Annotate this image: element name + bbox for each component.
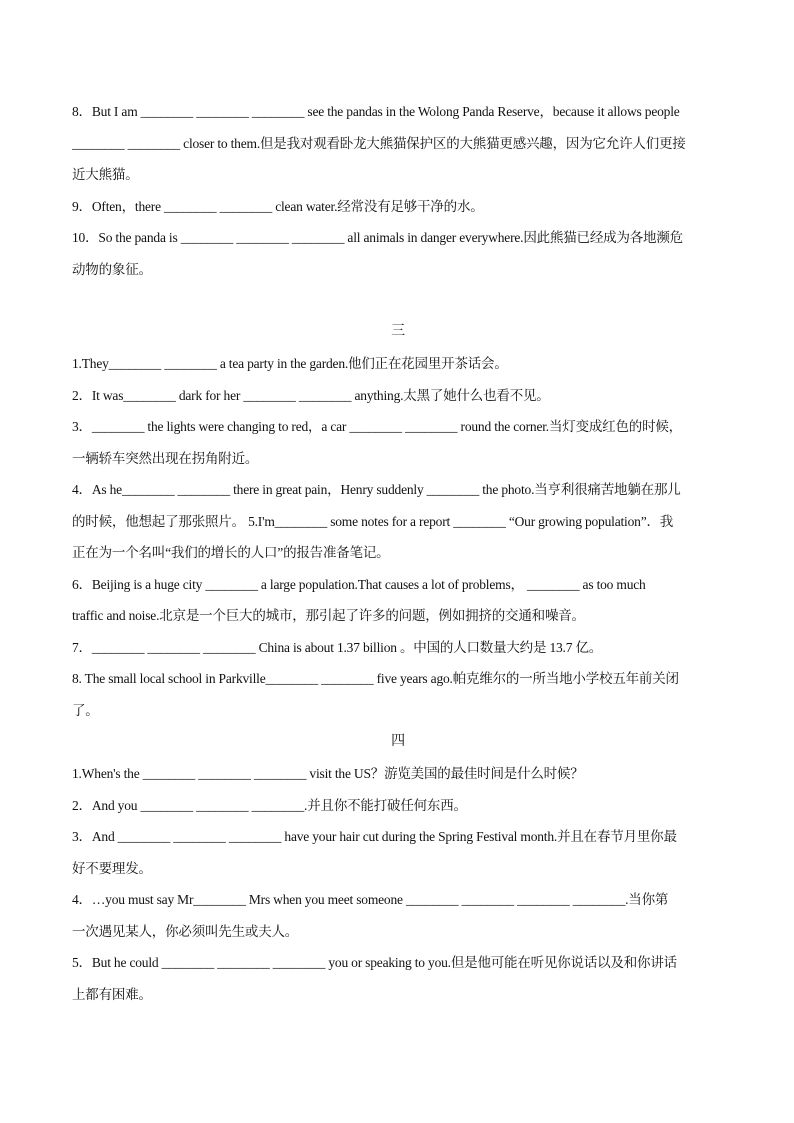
- section-two-continued: [72, 96, 724, 285]
- section-heading: 四: [391, 734, 405, 749]
- exercise-line: 7．________ ________ ________ China is about 1.37 billion 。中国的人口数量大约是 13.7 亿。: [72, 639, 603, 655]
- exercise-line: 8．But I am ________ ________ ________ see the pandas in the Wolong Panda Reserve，because it allows people: [72, 104, 680, 119]
- exercise-line: 3．And ________ ________ ________ have your hair cut during the Spring Festival month.并且在春节月里你最: [72, 829, 677, 844]
- section-three: [72, 316, 724, 726]
- exercise-line: 4．…you must say Mr________ Mrs when you meet someone ________ ________ ________ ________.当你第: [72, 892, 669, 907]
- exercise-line: 动物的象征。: [72, 261, 152, 277]
- exercise-line: 10．So the panda is ________ ________ ________ all animals in danger everywhere.因此熊猫已经成为各地濒危: [72, 230, 683, 245]
- exercise-line: 4．As he________ ________ there in great pain，Henry suddenly ________ the photo.当亨利很痛苦地躺在那儿: [72, 482, 681, 497]
- section-heading: 三: [391, 324, 405, 339]
- exercise-line: 6．Beijing is a huge city ________ a large population.That causes a lot of problems， ________ as too much: [72, 576, 646, 592]
- exercise-line: 了。: [72, 702, 99, 718]
- exercise-line: 一次遇见某人，你必须叫先生或夫人。: [72, 923, 299, 939]
- exercise-line: 9．Often，there ________ ________ clean water.经常没有足够干净的水。: [72, 198, 484, 214]
- exercise-line: 好不要理发。: [72, 860, 152, 876]
- exercise-line: 上都有困难。: [72, 986, 152, 1002]
- exercise-line: 2．It was________ dark for her ________ ________ anything.太黑了她什么也看不见。: [72, 387, 550, 403]
- worksheet-page: [72, 96, 724, 1010]
- exercise-line: 5．But he could ________ ________ ________ you or speaking to you.但是他可能在听见你说话以及和你讲话: [72, 955, 677, 970]
- exercise-line: 一辆轿车突然出现在拐角附近。: [72, 450, 259, 466]
- exercise-line: 正在为一个名叫“我们的增长的人口”的报告准备笔记。: [72, 545, 390, 560]
- exercise-line: 的时候，他想起了那张照片。 5.I'm________ some notes for a report ________ “Our growing population”．我: [72, 513, 674, 529]
- section-four: [72, 726, 724, 1010]
- exercise-line: traffic and noise.北京是一个巨大的城市，那引起了许多的问题，例如拥挤的交通和噪音。: [72, 608, 585, 623]
- exercise-line: 近大熊猫。: [72, 167, 139, 182]
- exercise-line: ________ ________ closer to them.但是我对观看卧龙大熊猫保护区的大熊猫更感兴趣，因为它允许人们更接: [72, 135, 686, 151]
- exercise-line: 3．________ the lights were changing to red，a car ________ ________ round the corner.当灯变成红色的时候，: [72, 419, 682, 434]
- exercise-line: 8. The small local school in Parkville________ ________ five years ago.帕克维尔的一所当地小学校五年前关闭: [72, 671, 679, 686]
- exercise-line: 2．And you ________ ________ ________.并且你不能打破任何东西。: [72, 797, 467, 813]
- exercise-line: 1.They________ ________ a tea party in the garden.他们正在花园里开茶话会。: [72, 356, 508, 371]
- exercise-line: 1.When's the ________ ________ ________ visit the US？游览美国的最佳时间是什么时候？: [72, 766, 584, 781]
